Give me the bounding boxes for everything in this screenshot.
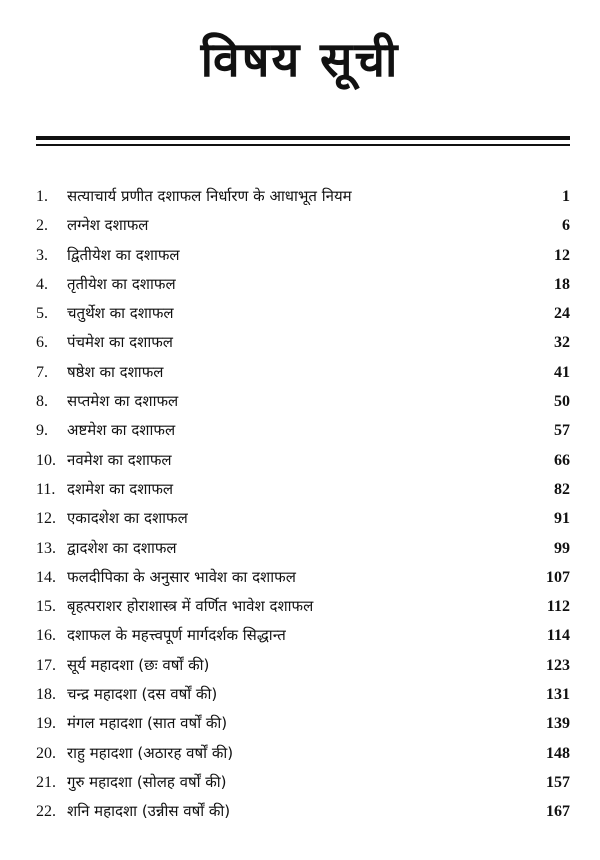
toc-entry-page-number: 66 bbox=[554, 451, 570, 469]
toc-entry-page-number: 32 bbox=[554, 334, 570, 352]
toc-entry bbox=[36, 241, 570, 270]
toc-entry-page-number: 24 bbox=[554, 305, 570, 323]
toc-entry-number: 6. bbox=[36, 334, 48, 352]
toc-entry-title: एकादशेश का दशाफल bbox=[67, 509, 188, 528]
toc-entry-number: 8. bbox=[36, 393, 48, 411]
toc-entry bbox=[36, 504, 570, 533]
toc-entry bbox=[36, 680, 570, 709]
toc-entry-title: सत्याचार्य प्रणीत दशाफल निर्धारण के आधाभूत नियम bbox=[67, 187, 352, 205]
toc-entry-number: 12. bbox=[36, 510, 56, 528]
toc-entry-page-number: 112 bbox=[546, 598, 570, 616]
toc-entry-title: फलदीपिका के अनुसार भावेश का दशाफल bbox=[67, 567, 296, 586]
toc-entry bbox=[36, 592, 570, 621]
toc-entry bbox=[36, 387, 570, 416]
toc-entry-page-number: 99 bbox=[554, 539, 570, 557]
toc-entry bbox=[36, 621, 570, 650]
toc-entry-page-number: 1 bbox=[562, 188, 570, 205]
toc-entry-title: शनि महादशा (उन्नीस वर्षों की) bbox=[67, 802, 231, 821]
toc-entry bbox=[36, 768, 570, 797]
title-divider-thick bbox=[36, 136, 570, 140]
toc-entry-title: दशाफल के महत्त्वपूर्ण मार्गदर्शक सिद्धान्त bbox=[67, 626, 286, 645]
toc-entry-title: अष्टमेश का दशाफल bbox=[67, 421, 176, 440]
toc-entry-title: सूर्य महादशा (छः वर्षों की) bbox=[67, 655, 210, 674]
toc-entry-page-number: 114 bbox=[546, 627, 570, 645]
toc-entry bbox=[36, 709, 570, 738]
toc-entry-number: 16. bbox=[36, 627, 56, 645]
toc-entry-page-number: 50 bbox=[554, 393, 570, 411]
toc-entry bbox=[36, 534, 570, 563]
toc-entry bbox=[36, 446, 570, 475]
toc-entry-title: चन्द्र महादशा (दस वर्षों की) bbox=[67, 685, 218, 704]
toc-entry-number: 7. bbox=[36, 363, 48, 381]
toc-entry-number: 9. bbox=[36, 422, 48, 440]
toc-entry-title: पंचमेश का दशाफल bbox=[67, 333, 173, 352]
toc-entry-title: द्वितीयेश का दशाफल bbox=[67, 245, 180, 264]
toc-entry-page-number: 139 bbox=[546, 715, 570, 733]
toc-entry bbox=[36, 739, 570, 768]
toc-entry-title: चतुर्थेश का दशाफल bbox=[67, 304, 174, 323]
toc-entry-title: राहु महादशा (अठारह वर्षों की) bbox=[67, 743, 234, 762]
toc-entry-title: लग्नेश दशाफल bbox=[67, 216, 149, 235]
toc-entry-title: षष्ठेश का दशाफल bbox=[67, 362, 164, 381]
toc-entry-title: द्वादशेश का दशाफल bbox=[67, 538, 177, 557]
toc-entry-title: तृतीयेश का दशाफल bbox=[67, 274, 176, 293]
toc-entry bbox=[36, 416, 570, 445]
toc-entry-page-number: 91 bbox=[554, 510, 570, 528]
toc-entry-title: गुरु महादशा (सोलह वर्षों की) bbox=[67, 772, 227, 791]
toc-entry bbox=[36, 270, 570, 299]
toc-entry-page-number: 6 bbox=[562, 217, 570, 235]
toc-entry-number: 1. bbox=[36, 188, 48, 205]
toc-entry-number: 21. bbox=[36, 773, 56, 791]
toc-entry-number: 19. bbox=[36, 715, 56, 733]
toc-entry-page-number: 57 bbox=[554, 422, 570, 440]
toc-entry-number: 22. bbox=[36, 803, 56, 821]
toc-entry bbox=[36, 182, 570, 211]
toc-entry-number: 20. bbox=[36, 744, 56, 762]
toc-entry-page-number: 12 bbox=[554, 246, 570, 264]
toc-entry bbox=[36, 299, 570, 328]
toc-entry-number: 18. bbox=[36, 686, 56, 704]
toc-entry-title: सप्तमेश का दशाफल bbox=[67, 392, 179, 411]
toc-entry bbox=[36, 797, 570, 826]
toc-entry-number: 14. bbox=[36, 568, 56, 586]
toc-entry-title: बृहत्पराशर होराशास्त्र में वर्णित भावेश दशाफल bbox=[67, 597, 314, 616]
toc-entry-number: 4. bbox=[36, 275, 48, 293]
page-title: विषय सूची bbox=[200, 32, 400, 88]
toc-entry-title: दशमेश का दशाफल bbox=[67, 479, 174, 498]
toc-entry-page-number: 157 bbox=[546, 773, 570, 791]
toc-entry-number: 5. bbox=[36, 305, 48, 323]
toc-entry-page-number: 107 bbox=[546, 568, 570, 586]
toc-entry bbox=[36, 651, 570, 680]
toc-entry bbox=[36, 211, 570, 240]
toc-entry bbox=[36, 358, 570, 387]
toc-entry-number: 13. bbox=[36, 539, 56, 557]
toc-entry-number: 10. bbox=[36, 451, 56, 469]
toc-entry bbox=[36, 475, 570, 504]
toc-entry-page-number: 82 bbox=[554, 480, 570, 498]
toc-entry-page-number: 167 bbox=[546, 803, 570, 821]
toc-entry-number: 11. bbox=[36, 480, 56, 498]
toc-entry-number: 3. bbox=[36, 246, 48, 264]
table-of-contents bbox=[36, 182, 570, 827]
toc-entry-page-number: 131 bbox=[546, 686, 570, 704]
toc-entry-number: 15. bbox=[36, 598, 56, 616]
toc-entry-title: मंगल महादशा (सात वर्षों की) bbox=[67, 714, 228, 733]
toc-entry-page-number: 18 bbox=[554, 275, 570, 293]
toc-entry-title: नवमेश का दशाफल bbox=[67, 450, 172, 469]
toc-entry-page-number: 148 bbox=[546, 744, 570, 762]
toc-entry-page-number: 41 bbox=[554, 363, 570, 381]
toc-entry-number: 17. bbox=[36, 656, 56, 674]
toc-entry bbox=[36, 563, 570, 592]
toc-entry bbox=[36, 328, 570, 357]
toc-entry-number: 2. bbox=[36, 217, 48, 235]
title-divider-thin bbox=[36, 144, 570, 146]
toc-entry-page-number: 123 bbox=[546, 656, 570, 674]
